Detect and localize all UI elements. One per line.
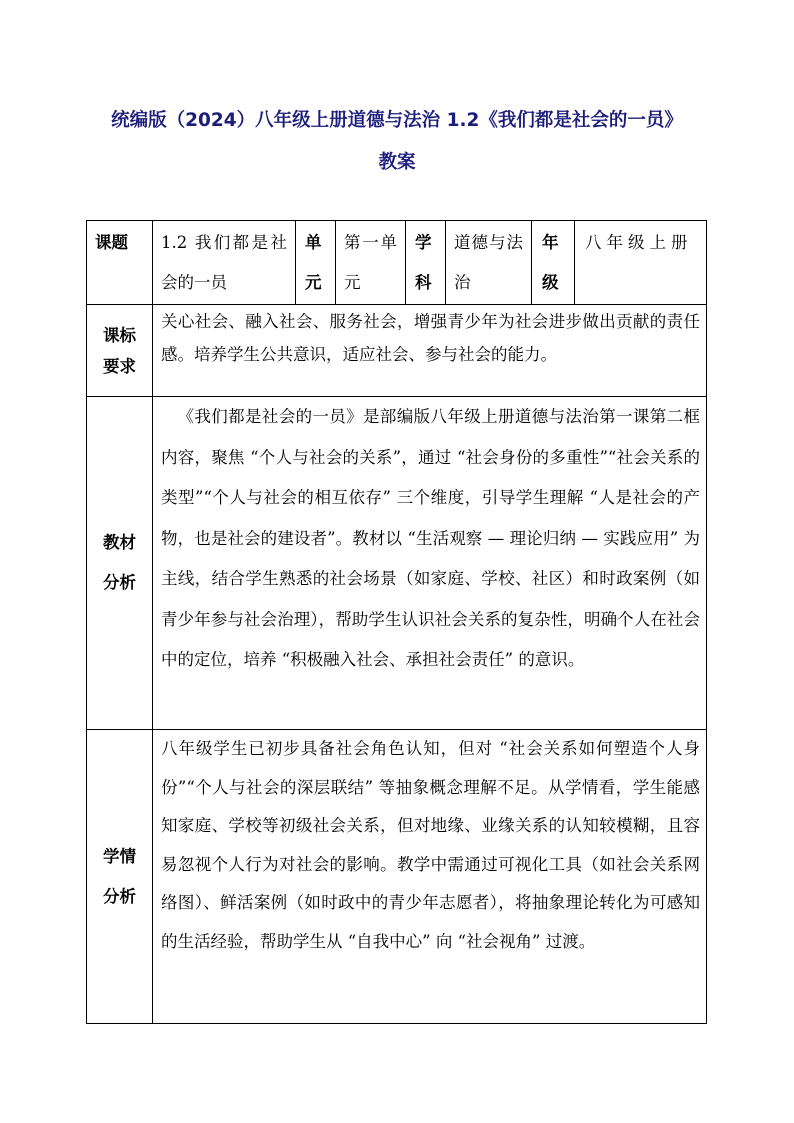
section-label: 教材分析: [87, 397, 153, 730]
header-row: [87, 221, 707, 305]
unit-value: 第一单元: [336, 221, 406, 305]
unit-label: 单元: [296, 221, 336, 305]
section-label: 课标要求: [87, 305, 153, 397]
section-label: 学情分析: [87, 730, 153, 1024]
section-row-standards: [87, 305, 707, 397]
document-title: 统编版（2024）八年级上册道德与法治 1.2《我们都是社会的一员》: [111, 110, 683, 131]
topic-label: 课题: [87, 221, 153, 305]
topic-value: 1.2 我们都是社会的一员: [153, 221, 296, 305]
lesson-plan-table: [86, 220, 707, 1024]
section-text: 关心社会、融入社会、服务社会，增强青少年为社会进步做出贡献的责任感。培养学生公共意识，适应社会、参与社会的能力。: [153, 305, 707, 397]
document-title-line2: 教案: [378, 152, 416, 173]
section-row-textbook-analysis: [87, 397, 707, 730]
subject-label: 学科: [406, 221, 446, 305]
grade-value: 八年级上册: [575, 221, 707, 305]
section-row-learner-analysis: [87, 730, 707, 1024]
subject-value: 道德与法治: [446, 221, 532, 305]
section-text: 《我们都是社会的一员》是部编版八年级上册道德与法治第一课第二框内容，聚焦 “个人与社会的关系”，通过 “社会身份的多重性”“社会关系的类型”“个人与社会的相互依存” 三个维度，引导学生理解 “人是社会的产物，也是社会的建设者”。教材以 “生活观察 — 理论归纳 — 实践应用” 为主线，结合学生熟悉的社会场景（如家庭、学校、社区）和时政案例（如青少年参与社会治理），帮助学生认识社会关系的复杂性，明确个人在社会中的定位，培养 “积极融入社会、承担社会责任” 的意识。: [153, 397, 707, 730]
section-text: 八年级学生已初步具备社会角色认知，但对 “社会关系如何塑造个人身份”“个人与社会的深层联结” 等抽象概念理解不足。从学情看，学生能感知家庭、学校等初级社会关系，但对地缘、业缘关系的认知较模糊，且容易忽视个人行为对社会的影响。教学中需通过可视化工具（如社会关系网络图）、鲜活案例（如时政中的青少年志愿者），将抽象理论转化为可感知的生活经验，帮助学生从 “自我中心” 向 “社会视角” 过渡。: [153, 730, 707, 1024]
grade-label: 年级: [532, 221, 575, 305]
